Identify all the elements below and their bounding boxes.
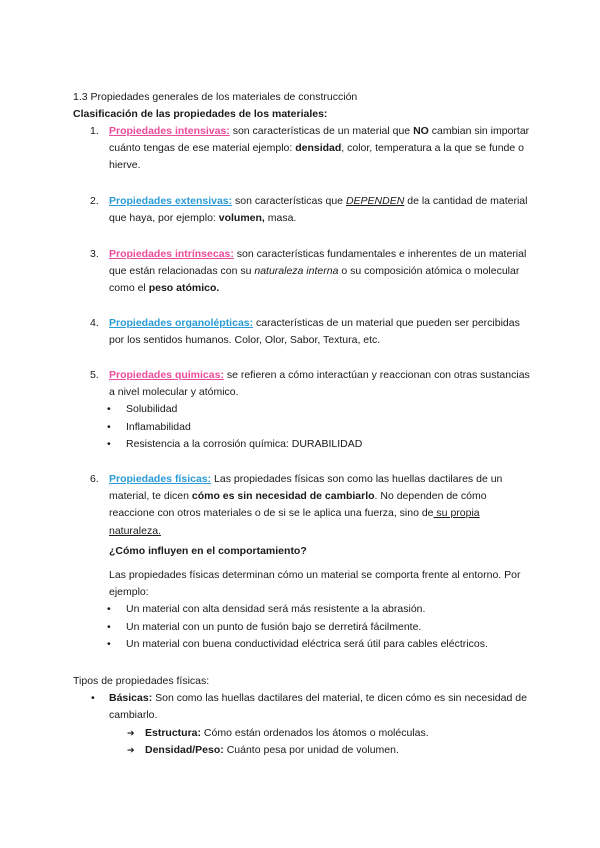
text-run: se refieren a cómo interactúan y reaccionan con otras sustancias a nivel molecular y atómico. — [109, 369, 530, 399]
text-run: Cómo están ordenados los átomos o moléculas. — [201, 726, 429, 739]
text-run: , color, temperatura a la que se funde o hierve. — [109, 142, 524, 172]
text-run: masa. — [264, 212, 297, 225]
bullet-list — [90, 601, 530, 653]
item-label: Propiedades extensivas: — [109, 195, 233, 207]
list-item: • Solubilidad — [90, 401, 530, 418]
item-text — [109, 315, 530, 349]
item-label: Propiedades físicas: — [109, 473, 212, 485]
text-run: son características fundamentales e inherentes de un material que están relacionadas con su — [109, 248, 527, 278]
bold-run: Densidad/Peso: — [145, 743, 224, 756]
list-item: • Resistencia a la corrosión química: DURABILIDAD — [90, 436, 530, 453]
item-number: 2. — [90, 195, 99, 207]
item-label: Propiedades intrínsecas: — [109, 248, 234, 260]
bold-run: peso atómico. — [148, 282, 220, 295]
text-run: Cuánto pesa por unidad de volumen. — [223, 743, 399, 756]
item-label: Propiedades intensivas: — [109, 125, 230, 137]
item-number: 3. — [90, 248, 99, 260]
list-item-intensive — [90, 123, 530, 175]
paragraph: Las propiedades físicas determinan cómo un material se comporta frente al entorno. Por ejemplo: — [109, 569, 521, 599]
bold-run: Básicas: — [109, 692, 153, 705]
item-number: 6. — [90, 473, 99, 485]
item-text — [109, 123, 530, 175]
text-run: cambian sin importar cuánto tengas de ese material ejemplo: — [109, 125, 530, 155]
item-text — [109, 193, 530, 227]
list-item — [73, 742, 533, 759]
bold-run: cómo es sin necesidad de cambiarlo — [191, 490, 375, 503]
item-text — [109, 246, 530, 298]
text-run: . No dependen de cómo reaccione con otros materiales o de si se le aplica una fuerza, sino de — [109, 490, 487, 520]
italic-run: naturaleza interna — [254, 265, 339, 278]
section-heading — [73, 89, 543, 123]
item-label: Propiedades organolépticas: — [109, 317, 254, 329]
text-run: son características que — [232, 195, 346, 207]
text-run: características de un material que pueden ser percibidas por los sentidos humanos. Color, Olor, Sabor, Textura, etc. — [109, 317, 520, 347]
item-label: Propiedades químicas: — [109, 369, 224, 381]
list-item: • Un material con buena conductividad eléctrica será útil para cables eléctricos. — [90, 636, 530, 653]
item-text — [109, 471, 530, 540]
list-item-physical — [90, 471, 530, 653]
list-item: • Un material con alta densidad será más resistente a la abrasión. — [90, 601, 530, 618]
basic-type-item — [73, 690, 533, 724]
text-run: Son como las huellas dactilares del material, te dicen cómo es sin necesidad de cambiarlo. — [109, 692, 527, 722]
section-title: 1.3 Propiedades generales de los materiales de construcción — [73, 91, 358, 103]
bold-run: densidad — [295, 142, 342, 155]
text-run: o su composición atómica o molecular como el — [109, 265, 520, 295]
types-title: Tipos de propiedades físicas: — [73, 675, 210, 687]
list-item — [73, 725, 533, 742]
item-number: 4. — [90, 317, 99, 329]
list-item: • Un material con un punto de fusión bajo se derretirá fácilmente. — [90, 619, 530, 636]
bullet-list — [90, 401, 530, 453]
section-subtitle: Clasificación de las propiedades de los materiales: — [73, 108, 328, 121]
bold-run: NO — [413, 125, 429, 137]
item-number: 1. — [90, 125, 99, 137]
text-run: Las propiedades físicas son como las huellas dactilares de un material, te dicen — [109, 473, 503, 503]
item-number: 5. — [90, 369, 99, 381]
list-item: • Inflamabilidad — [90, 419, 530, 436]
subheading: ¿Cómo influyen en el comportamiento? — [109, 544, 307, 557]
list-item-extensive — [90, 193, 530, 227]
list-item-chemical — [90, 367, 530, 453]
bold-run: Estructura: — [145, 726, 202, 739]
text-run: son características de un material que — [229, 125, 414, 137]
arrow-list — [73, 725, 533, 759]
underlined-run: su propia naturaleza. — [109, 507, 480, 537]
list-item-organoleptic — [90, 315, 530, 349]
underlined-run: DEPENDEN — [345, 195, 405, 207]
item-text — [109, 367, 530, 401]
bold-run: volumen, — [218, 212, 265, 225]
physical-types-section — [73, 673, 533, 759]
text-run: de la cantidad de material que haya, por ejemplo: — [109, 195, 528, 225]
list-item-intrinsic — [90, 246, 530, 298]
